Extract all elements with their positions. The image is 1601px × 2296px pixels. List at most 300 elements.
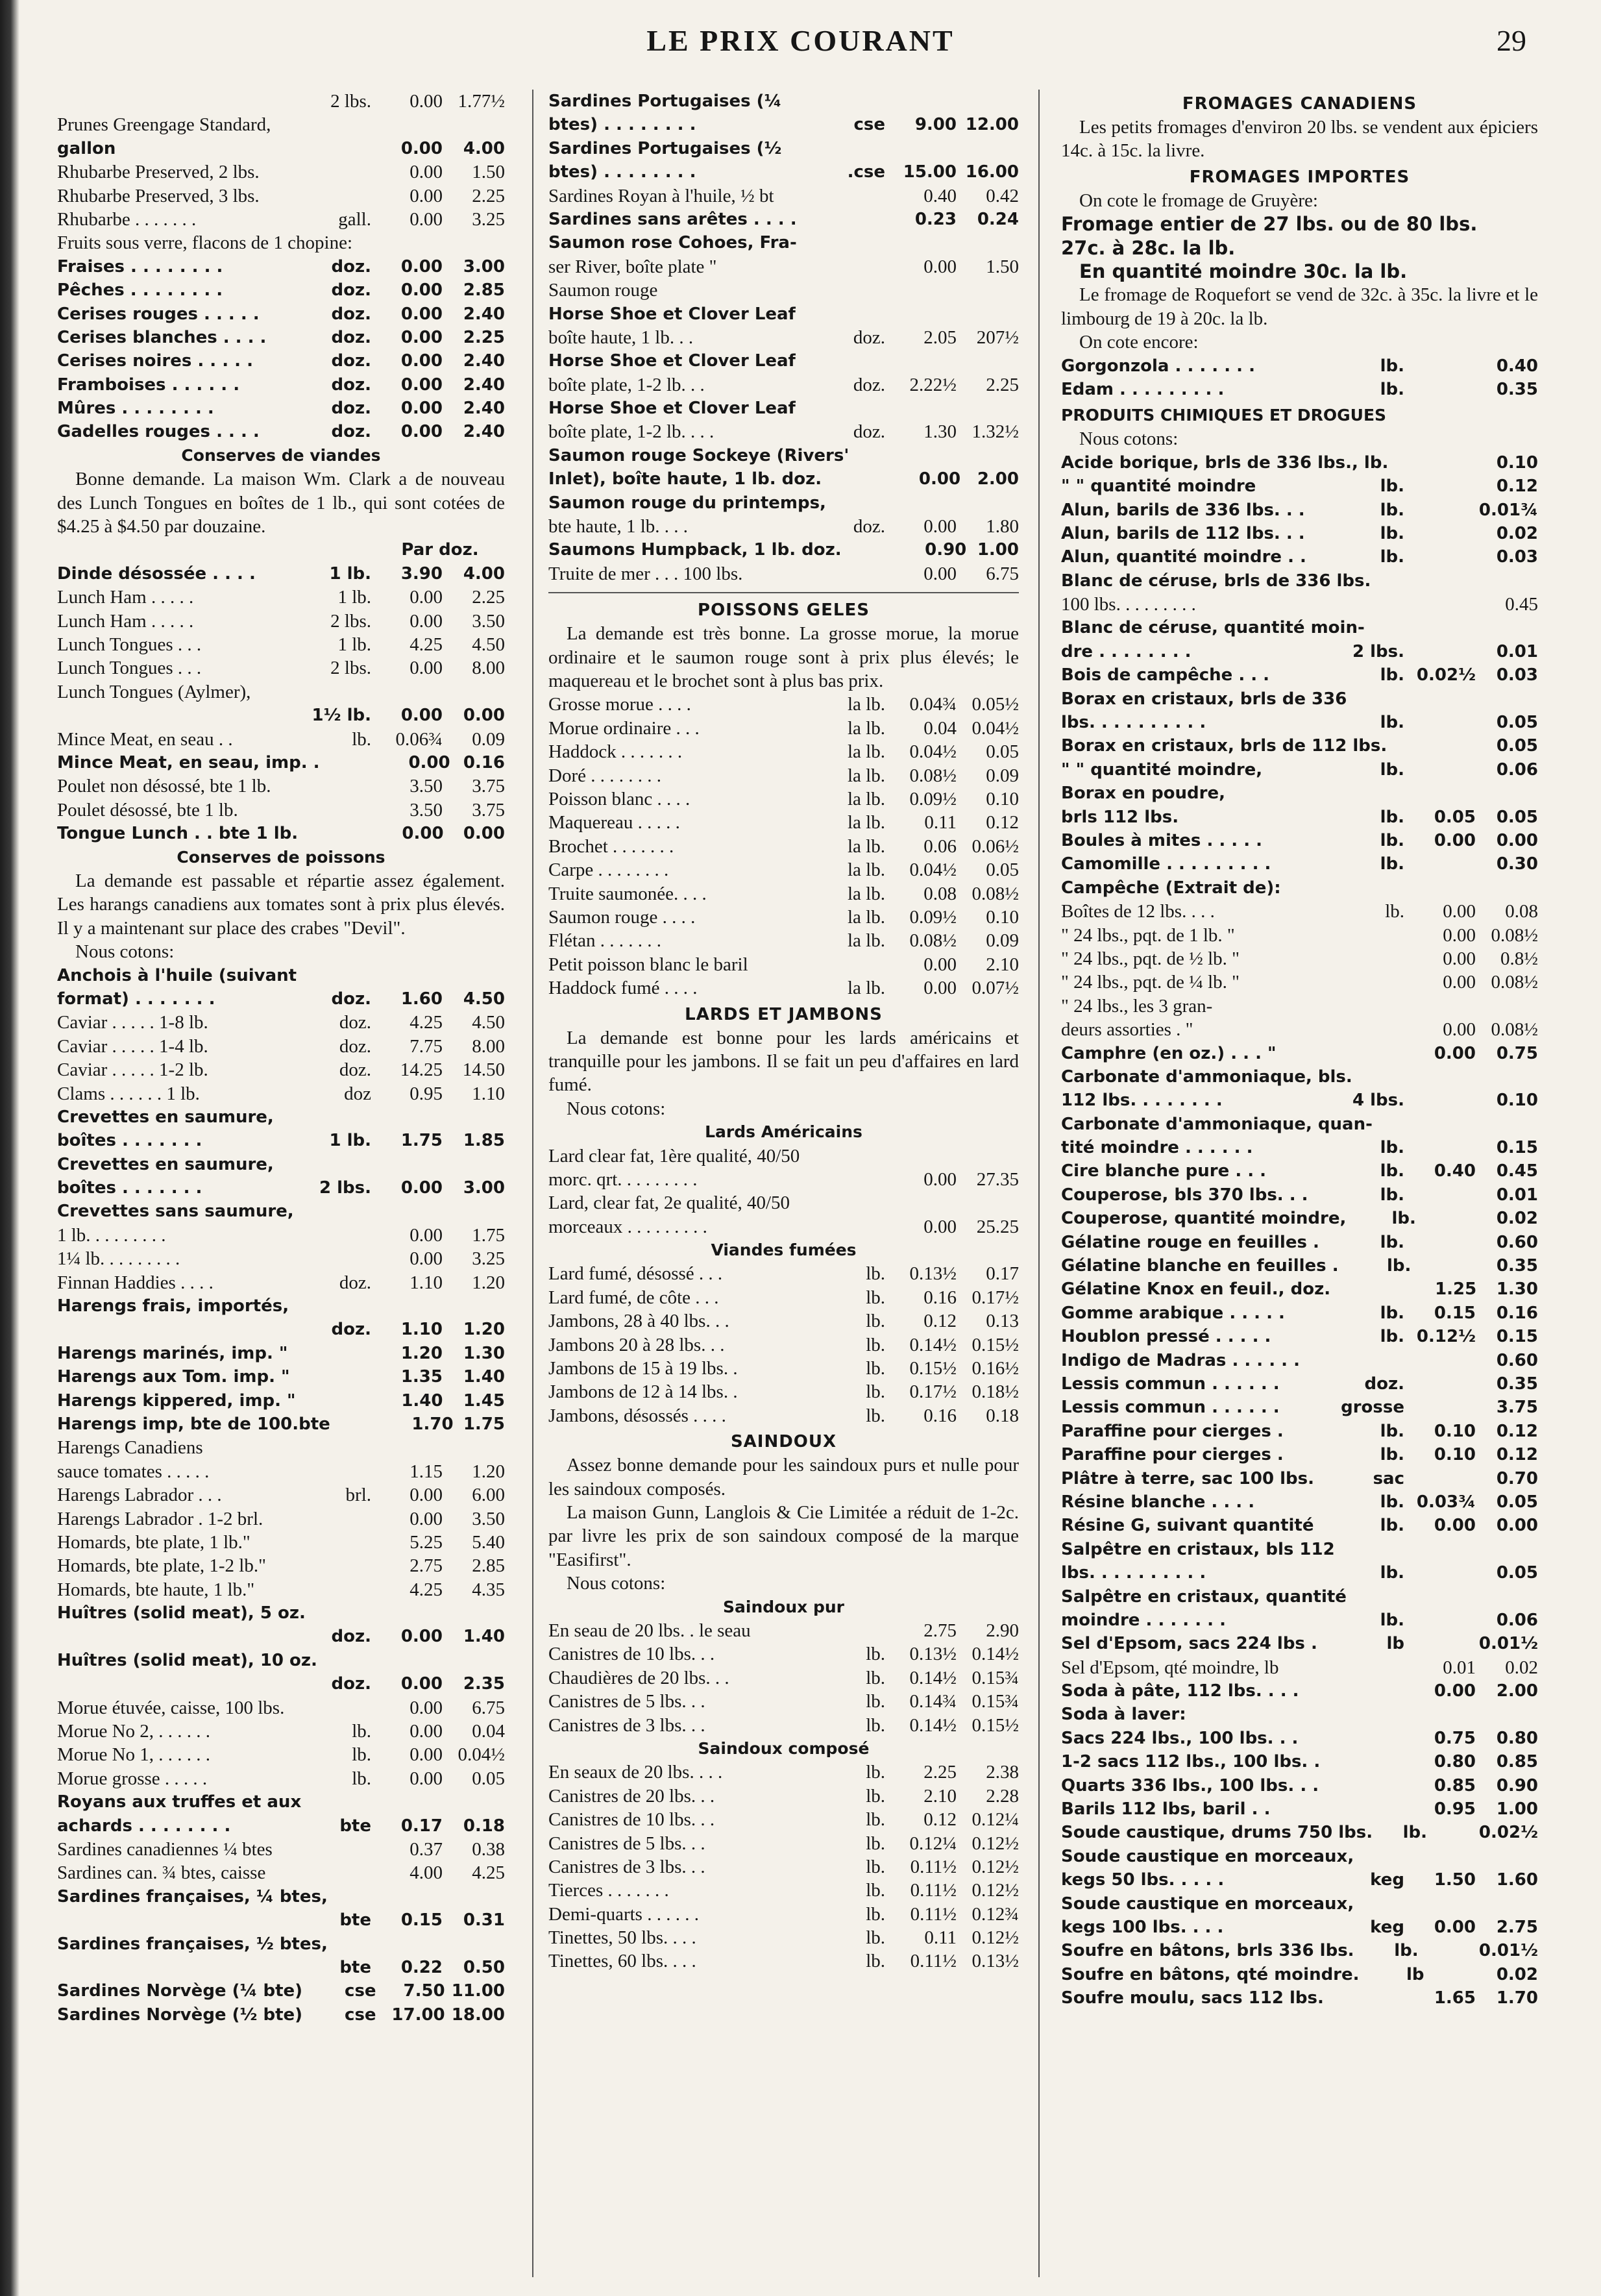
item-unit: lb. <box>1380 476 1404 497</box>
item-unit: lb. <box>866 1358 885 1379</box>
price-high: 14.50 <box>462 1059 505 1081</box>
item-label: Alun, quantité moindre . . <box>1061 547 1306 567</box>
item-label: Harengs Labrador . . . <box>57 1485 222 1506</box>
price-row <box>1061 734 1538 758</box>
item-unit: la lb. <box>848 717 885 739</box>
item-label: Crevettes en saumure, <box>57 1107 274 1127</box>
price-high: 3.25 <box>472 1248 505 1270</box>
price-row <box>1061 1561 1538 1585</box>
price-high: 2.40 <box>463 304 505 324</box>
item-unit: doz <box>344 1083 371 1104</box>
item-label: Canistres de 20 lbs. . . <box>548 1785 715 1807</box>
price-high: 0.01¾ <box>1478 500 1538 520</box>
price-low: 2.22½ <box>909 374 957 395</box>
price-high: 1.20 <box>463 1320 505 1340</box>
item-label: Homards, bte haute, 1 lb." <box>57 1579 255 1600</box>
price-high: 0.60 <box>1496 1350 1538 1370</box>
price-low: 0.13½ <box>909 1644 957 1665</box>
price-row <box>548 349 1019 373</box>
price-low: 0.00 <box>400 256 443 277</box>
item-label: Harengs kippered, imp. " <box>57 1390 296 1411</box>
price-high: 2.25 <box>986 374 1019 395</box>
price-high: 1.00 <box>977 540 1019 560</box>
price-high: 1.00 <box>1496 1799 1538 1820</box>
price-row <box>548 1903 1019 1926</box>
item-unit: lb. <box>1380 500 1404 520</box>
price-row <box>1061 994 1538 1018</box>
item-label: Camomille . . . . . . . . . <box>1061 854 1271 874</box>
price-low: 4.25 <box>409 1579 443 1600</box>
item-unit: lb. <box>1385 901 1404 922</box>
item-unit: lb. <box>866 1856 885 1877</box>
item-label: kegs 100 lbs. . . . <box>1061 1917 1224 1937</box>
price-row <box>57 1082 505 1105</box>
price-low: 0.00 <box>400 304 443 324</box>
item-label: En seau de 20 lbs. . le seau <box>548 1620 751 1641</box>
price-low: 0.12 <box>923 1809 957 1831</box>
item-label: lbs. . . . . . . . . . <box>1061 1563 1206 1583</box>
price-row <box>1061 522 1538 545</box>
price-row <box>57 1672 505 1696</box>
item-label: Harengs Canadiens <box>57 1437 203 1459</box>
item-unit: lb. <box>866 1381 885 1403</box>
price-row <box>548 740 1019 763</box>
item-unit: lb. <box>1380 665 1404 685</box>
price-row <box>57 1247 505 1270</box>
item-unit: lb. <box>1380 1138 1404 1158</box>
price-high: 0.00 <box>463 824 505 844</box>
price-high: 4.25 <box>472 1862 505 1884</box>
price-row <box>548 882 1019 906</box>
price-row <box>1061 876 1538 900</box>
price-row <box>57 1105 505 1129</box>
price-low: 0.40 <box>1434 1161 1476 1181</box>
item-unit: lb. <box>866 1785 885 1807</box>
price-high: 0.05 <box>1496 736 1538 756</box>
price-row <box>1061 1727 1538 1750</box>
price-high: 0.00 <box>1496 1516 1538 1536</box>
price-row <box>57 255 505 278</box>
price-low: 0.08 <box>923 883 957 904</box>
price-high: 0.15¾ <box>972 1667 1019 1688</box>
price-row <box>1061 1514 1538 1537</box>
price-row <box>57 586 505 609</box>
price-row <box>548 137 1019 160</box>
item-label: Sardines françaises, ½ btes, <box>57 1934 328 1954</box>
price-row <box>548 1642 1019 1666</box>
price-high: 0.35 <box>1496 379 1538 399</box>
price-low: 0.17½ <box>909 1381 957 1403</box>
price-row <box>548 1333 1019 1357</box>
price-high: 2.38 <box>986 1762 1019 1783</box>
item-label: achards . . . . . . . . <box>57 1816 231 1836</box>
price-low: 0.00 <box>1434 1043 1476 1063</box>
price-high: 3.75 <box>472 799 505 821</box>
price-row <box>57 326 505 349</box>
item-unit: doz. <box>853 421 885 443</box>
item-unit: lb. <box>866 1334 885 1355</box>
item-label: Sardines Portugaises (½ <box>548 138 782 158</box>
item-label: Gélatine Knox en feuil., doz. <box>1061 1279 1331 1300</box>
price-list <box>548 1760 1019 1973</box>
item-label: Houblon pressé . . . . . <box>1061 1327 1271 1347</box>
price-high: 1.85 <box>463 1131 505 1151</box>
item-label: Cerises blanches . . . . <box>57 327 267 347</box>
item-label: Caviar . . . . . 1-4 lb. <box>57 1035 208 1057</box>
item-unit: doz. <box>331 280 371 301</box>
price-high: 12.00 <box>965 115 1019 135</box>
price-row <box>548 953 1019 976</box>
price-row <box>548 208 1019 231</box>
intro-line: On cote le fromage de Gruyère: <box>1079 190 1318 211</box>
price-low: 0.95 <box>1434 1799 1476 1820</box>
price-high: 3.50 <box>472 1508 505 1529</box>
item-label: Brochet . . . . . . . <box>548 835 674 857</box>
price-high: 2.85 <box>472 1555 505 1577</box>
price-row <box>1061 900 1538 923</box>
price-low: 0.00 <box>400 375 443 395</box>
item-unit: doz. <box>331 422 371 442</box>
item-label: Poulet désossé, bte 1 lb. <box>57 799 238 821</box>
item-unit: lb. <box>1380 759 1404 780</box>
item-label: Salpêtre en cristaux, bls 112 <box>1061 1539 1335 1559</box>
price-high: 0.40 <box>1496 356 1538 376</box>
item-label: Sel d'Epsom, qté moindre, lb <box>1061 1657 1279 1678</box>
price-list <box>548 1262 1019 1427</box>
item-label: Barils 112 lbs, baril . . <box>1061 1799 1271 1820</box>
price-high: 0.50 <box>463 1957 505 1977</box>
price-row <box>548 491 1019 515</box>
price-low: 0.08½ <box>909 765 957 786</box>
price-row <box>57 751 505 774</box>
price-row <box>1061 1609 1538 1632</box>
price-high: 0.09 <box>986 930 1019 952</box>
price-low: 0.09½ <box>909 906 957 928</box>
price-row <box>1061 1372 1538 1396</box>
item-label: Borax en poudre, <box>1061 784 1225 804</box>
item-label: Jambons de 15 à 19 lbs. . <box>548 1358 738 1379</box>
price-low: 5.25 <box>409 1531 443 1553</box>
price-row <box>1061 711 1538 734</box>
price-low: 0.16 <box>923 1287 957 1308</box>
price-low: 0.00 <box>409 91 443 112</box>
price-row <box>57 1365 505 1389</box>
price-row <box>57 680 505 704</box>
price-high: 8.00 <box>472 1035 505 1057</box>
price-row <box>548 811 1019 834</box>
price-row <box>57 397 505 420</box>
price-low: 0.00 <box>409 162 443 183</box>
section-heading: FROMAGES IMPORTES <box>1189 167 1410 187</box>
price-row <box>548 302 1019 326</box>
price-high: 0.15 <box>1496 1327 1538 1347</box>
price-low: 0.14½ <box>909 1334 957 1355</box>
price-row <box>1061 1325 1538 1348</box>
price-high: 0.15½ <box>972 1334 1019 1355</box>
price-row <box>548 1666 1019 1690</box>
price-row <box>1061 1302 1538 1325</box>
price-row <box>548 787 1019 811</box>
price-row <box>548 1760 1019 1784</box>
price-row <box>57 1483 505 1507</box>
item-unit: doz. <box>339 1012 371 1033</box>
price-high: 3.25 <box>472 208 505 230</box>
section-heading: LARDS ET JAMBONS <box>685 1004 883 1024</box>
price-high: 0.05 <box>986 859 1019 881</box>
price-low: 0.11 <box>924 1927 957 1949</box>
item-unit: doz. <box>331 327 371 347</box>
price-high: 0.08½ <box>1491 972 1538 993</box>
item-unit: lb. <box>1380 807 1404 827</box>
price-row <box>1061 1845 1538 1868</box>
price-low: 0.00 <box>409 1248 443 1270</box>
item-label: Borax en cristaux, brls de 112 lbs. <box>1061 736 1387 756</box>
price-low: 2.75 <box>409 1555 443 1577</box>
item-unit: lb. <box>1380 1232 1404 1252</box>
price-row <box>1061 1278 1538 1301</box>
item-unit: lb. <box>866 1903 885 1925</box>
price-low: 0.23 <box>914 209 957 229</box>
item-label: Soda à laver: <box>1061 1705 1186 1725</box>
item-unit: la lb. <box>848 835 885 857</box>
price-low: 0.00 <box>918 469 961 489</box>
price-low: 1.15 <box>409 1461 443 1482</box>
price-high: 0.16½ <box>972 1358 1019 1379</box>
price-row <box>548 1262 1019 1285</box>
item-label: Caviar . . . . . 1-2 lb. <box>57 1059 208 1081</box>
item-label: Soude caustique en morceaux, <box>1061 1894 1354 1914</box>
price-row <box>1061 1089 1538 1112</box>
price-high: 3.50 <box>472 610 505 632</box>
price-low: 0.05 <box>1434 807 1476 827</box>
item-label: btes) . . . . . . . . <box>548 162 696 182</box>
item-label: Sardines Royan à l'huile, ½ bt <box>548 185 774 206</box>
paragraph: Les petits fromages d'environ 20 lbs. se vendent aux épiciers 14c. à 15c. la livre. <box>1061 117 1538 162</box>
item-label: deurs assorties . " <box>1061 1019 1193 1041</box>
price-high: 0.18 <box>463 1816 505 1836</box>
price-low: 0.00 <box>409 208 443 230</box>
paragraph: La demande est très bonne. La grosse morue, la morue ordinaire et le saumon rouge sont à prix plus élevés; le maquereau et le brochet sont à plus bas prix. <box>548 623 1019 692</box>
item-unit: doz. <box>853 516 885 537</box>
price-high: 0.12¼ <box>972 1809 1019 1831</box>
price-low: 0.09½ <box>909 788 957 809</box>
item-unit: lb. <box>1387 1256 1412 1276</box>
item-label: Bois de campêche . . . <box>1061 665 1270 685</box>
item-label: Inlet), boîte haute, 1 lb. doz. <box>548 469 822 489</box>
page-number: 29 <box>1497 24 1526 57</box>
price-row <box>1061 1420 1538 1443</box>
item-label: En seaux de 20 lbs. . . . <box>548 1762 723 1783</box>
price-row <box>1061 970 1538 994</box>
price-high: 0.00 <box>1496 831 1538 850</box>
section-heading: Conserves de viandes <box>181 445 381 465</box>
price-row <box>57 113 505 136</box>
price-row <box>57 822 505 845</box>
price-low: 0.00 <box>1443 901 1476 922</box>
price-list <box>548 90 1019 586</box>
item-unit: lb. <box>1380 1563 1404 1583</box>
price-low: 0.00 <box>400 422 443 442</box>
item-unit: cse <box>345 2005 376 2025</box>
price-row <box>548 1832 1019 1855</box>
price-row <box>1061 1750 1538 1773</box>
price-high: 2.40 <box>463 422 505 442</box>
price-high: 1.77½ <box>458 91 505 112</box>
item-unit: 1 lb. <box>329 1131 371 1151</box>
item-label: Saumon rouge Sockeye (Rivers' <box>548 445 849 465</box>
item-unit: doz. <box>853 327 885 348</box>
price-low: 0.00 <box>409 1697 443 1718</box>
price-high: 0.18 <box>986 1405 1019 1426</box>
price-row <box>548 515 1019 538</box>
list-item: Lard clear fat, 1ère qualité, 40/50 <box>548 1145 800 1167</box>
price-high: 1.40 <box>463 1627 505 1647</box>
price-row <box>57 1625 505 1648</box>
price-low: 0.90 <box>925 540 967 560</box>
price-row <box>1061 1585 1538 1609</box>
item-label: Morue ordinaire . . . <box>548 717 700 739</box>
item-unit: la lb. <box>848 765 885 786</box>
price-row <box>548 160 1019 184</box>
item-label: format) . . . . . . . <box>57 989 215 1009</box>
item-unit: 1 lb. <box>337 634 371 656</box>
item-unit: doz. <box>853 374 885 395</box>
column-divider <box>1038 90 1040 2277</box>
price-row <box>1061 616 1538 639</box>
paragraph: Bonne demande. La maison Wm. Clark a de nouveau des Lunch Tongues en boîtes de 1 lb., qui sont cotées de $4.25 à $4.50 par douzaine. <box>57 469 505 537</box>
price-high: 1.75 <box>472 1224 505 1246</box>
item-label: Jambons 20 à 28 lbs. . . <box>548 1334 725 1355</box>
item-label: Jambons, 28 à 40 lbs. . . <box>548 1311 729 1332</box>
item-label: tité moindre . . . . . . <box>1061 1138 1253 1158</box>
price-high: 0.06½ <box>972 835 1019 857</box>
item-label: gallon <box>57 138 116 158</box>
price-row <box>57 1814 505 1838</box>
price-low: 3.50 <box>409 776 443 797</box>
item-unit: lb <box>1386 1634 1404 1654</box>
item-label: Morue No 2, . . . . . . <box>57 1721 211 1742</box>
item-label: boîte plate, 1-2 lb. . . . <box>548 421 715 443</box>
price-low: 0.11½ <box>910 1903 957 1925</box>
price-high: 11.00 <box>451 1981 506 2001</box>
price-row <box>57 610 505 633</box>
item-label: Tinettes, 50 lbs. . . . <box>548 1927 696 1949</box>
column-2 <box>548 90 1019 2284</box>
item-unit: lb. <box>1380 1327 1404 1347</box>
price-low: 0.40 <box>923 185 957 206</box>
price-high: 4.00 <box>463 563 505 584</box>
item-label: Jambons de 12 à 14 lbs. . <box>548 1381 738 1403</box>
price-high: 0.16 <box>463 752 505 772</box>
item-label: Résine blanche . . . . <box>1061 1492 1255 1512</box>
item-label: Royans aux truffes et aux <box>57 1792 302 1812</box>
item-unit: doz. <box>331 989 371 1009</box>
price-high: 0.10 <box>986 906 1019 928</box>
price-row <box>57 1979 505 2003</box>
item-unit: lb. <box>352 1721 371 1742</box>
item-label: Truite de mer . . . 100 lbs. <box>548 563 743 584</box>
price-high: 6.75 <box>472 1697 505 1718</box>
item-unit: lb. <box>866 1809 885 1831</box>
price-row <box>548 113 1019 136</box>
item-unit: lb. <box>1380 713 1404 733</box>
price-high: 0.12½ <box>972 1856 1019 1877</box>
item-label: Couperose, bls 370 lbs. . . <box>1061 1185 1308 1205</box>
price-row <box>57 1956 505 1979</box>
price-row <box>1061 1939 1538 1962</box>
price-high: 0.70 <box>1496 1468 1538 1488</box>
price-low: 0.15½ <box>909 1358 957 1379</box>
price-high: 0.45 <box>1505 594 1538 615</box>
price-high: 2.75 <box>1496 1917 1538 1937</box>
price-low: 0.00 <box>409 1485 443 1506</box>
price-row <box>1061 1490 1538 1514</box>
price-high: 0.05 <box>1496 1492 1538 1512</box>
item-label: Borax en cristaux, brls de 336 <box>1061 689 1347 709</box>
item-unit: cse <box>345 1981 376 2001</box>
price-low: 0.00 <box>1443 924 1476 946</box>
price-row <box>57 774 505 798</box>
price-row <box>57 1224 505 1247</box>
paragraph: Le fromage de Roquefort se vend de 32c. à 35c. la livre et le limbourg de 19 à 20c. la lb. <box>1061 284 1538 329</box>
page-header <box>0 19 1601 65</box>
price-high: 0.17 <box>986 1263 1019 1285</box>
price-high: 3.00 <box>463 1178 505 1198</box>
price-low: 3.90 <box>400 563 443 584</box>
price-row <box>1061 924 1538 947</box>
price-high: 0.06 <box>1496 1610 1538 1630</box>
price-low: 0.10 <box>1434 1445 1476 1465</box>
price-row <box>57 1838 505 1861</box>
item-label: Sacs 224 lbs., 100 lbs. . . <box>1061 1728 1299 1748</box>
price-row <box>548 231 1019 254</box>
item-unit: lb. <box>866 1263 885 1285</box>
item-label: Canistres de 10 lbs. . . <box>548 1644 715 1665</box>
item-label: Canistres de 5 lbs. . . <box>548 1833 705 1854</box>
price-high: 0.05½ <box>972 694 1019 715</box>
price-row <box>57 1767 505 1790</box>
price-row <box>548 278 1019 302</box>
item-label: kegs 50 lbs. . . . . <box>1061 1870 1225 1890</box>
price-high: 4.35 <box>472 1579 505 1600</box>
item-unit: doz. <box>331 399 371 419</box>
item-label: Acide borique, brls de 336 lbs., lb. <box>1061 452 1389 473</box>
item-label: 100 lbs. . . . . . . . . <box>1061 594 1196 615</box>
price-low: 1.65 <box>1434 1988 1476 2008</box>
price-row <box>57 1200 505 1223</box>
item-unit: brl. <box>345 1485 371 1506</box>
price-low: 0.00 <box>1434 1917 1476 1937</box>
price-low: 4.00 <box>409 1862 443 1884</box>
item-label: Salpêtre en cristaux, quantité <box>1061 1586 1347 1607</box>
price-row <box>548 1714 1019 1737</box>
price-high: 0.02 <box>1496 1964 1538 1984</box>
price-low: 0.12 <box>923 1311 957 1332</box>
item-unit: 2 lbs. <box>330 91 371 112</box>
price-row <box>57 373 505 397</box>
price-low: 0.37 <box>409 1839 443 1860</box>
price-list <box>57 964 505 2027</box>
price-high: 0.45 <box>1496 1161 1538 1181</box>
price-row <box>548 929 1019 952</box>
price-high: 4.50 <box>463 989 505 1009</box>
item-label: Lunch Tongues (Aylmer), <box>57 681 251 702</box>
price-high: 0.75 <box>1496 1043 1538 1063</box>
price-low: 0.00 <box>400 1178 443 1198</box>
item-unit: lb. <box>1391 1209 1416 1229</box>
price-row <box>548 1808 1019 1831</box>
item-label: Petit poisson blanc le baril <box>548 954 748 975</box>
